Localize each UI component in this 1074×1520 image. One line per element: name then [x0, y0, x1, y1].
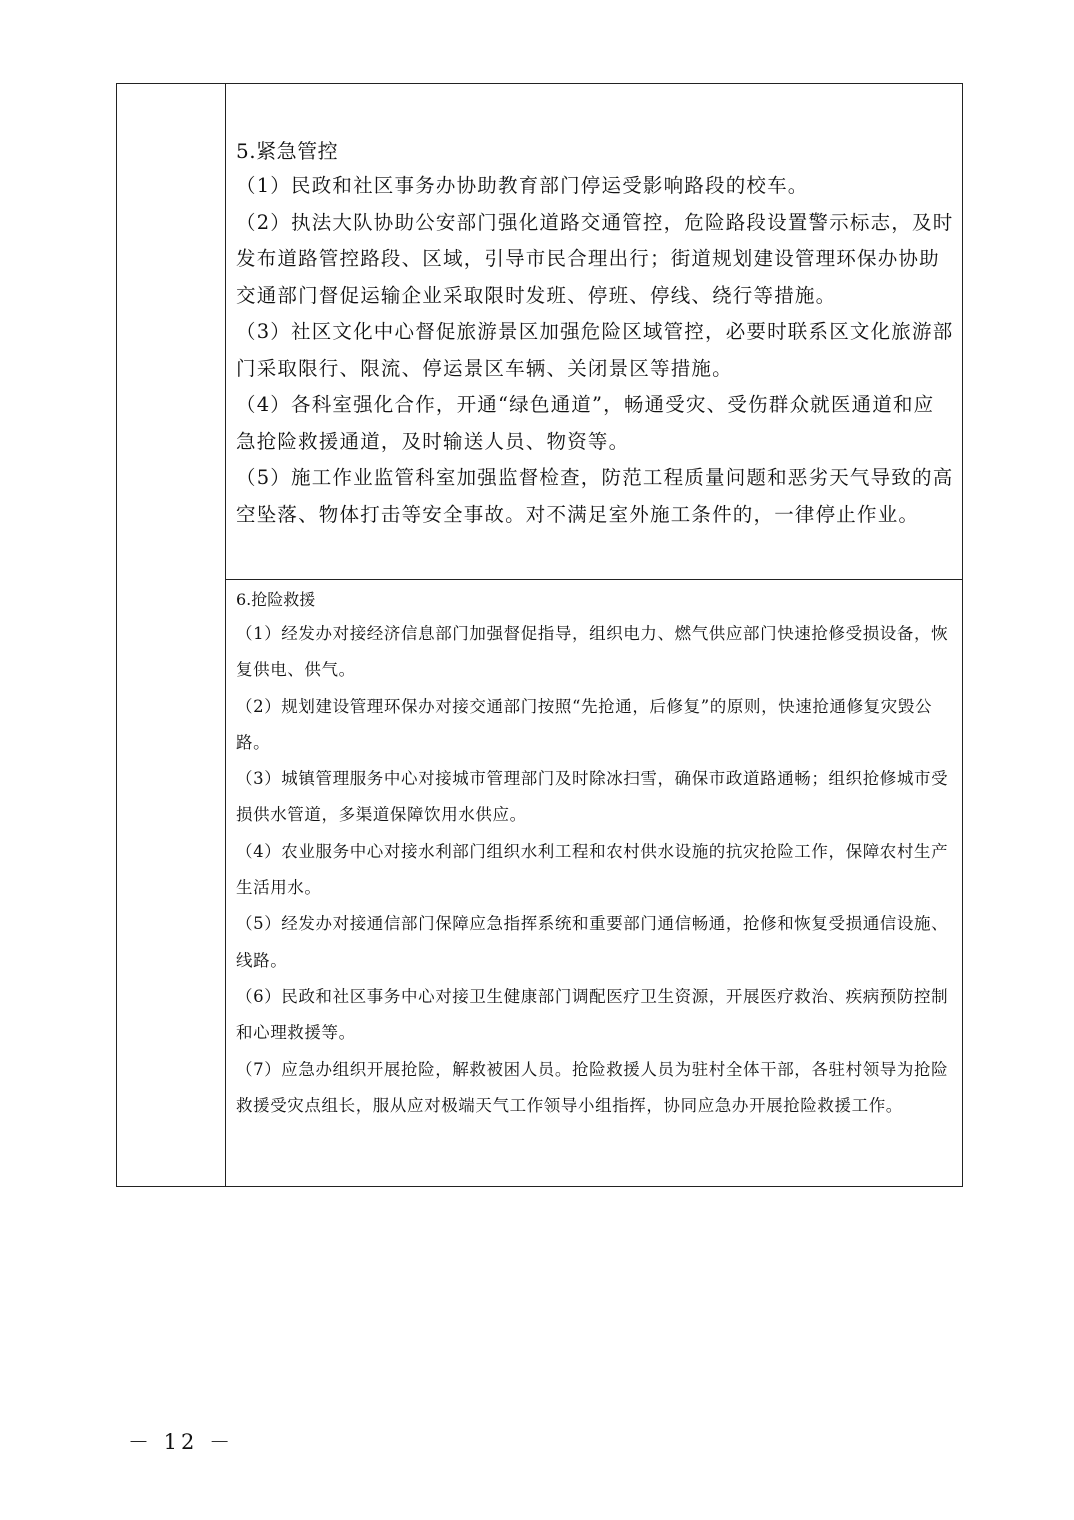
section-6-item-2: （2）规划建设管理环保办对接交通部门按照“先抢通，后修复”的原则，快速抢通修复灾毁公路。	[236, 696, 933, 752]
section-6-item-3: （3）城镇管理服务中心对接城市管理部门及时除冰扫雪，确保市政道路通畅；组织抢修城市受损供水管道，多渠道保障饮用水供应。	[236, 769, 949, 825]
section-5-item-1: （1）民政和社区事务办协助教育部门停运受影响路段的校车。	[236, 174, 809, 197]
section-5-heading: 5.紧急管控	[236, 139, 339, 163]
table-cell-rescue	[226, 580, 962, 1186]
section-6-item-4: （4）农业服务中心对接水利部门组织水利工程和农村供水设施的抗灾抢险工作，保障农村生产生活用水。	[236, 841, 949, 898]
section-5-item-2: （2）执法大队协助公安部门强化道路交通管控，危险路段设置警示标志，及时发布道路管控路段、区域，引导市民合理出行；街道规划建设管理环保办协助交通部门督促运输企业采取限时发班、停班、停线、绕行等措施。	[236, 210, 954, 307]
section-6-item-5: （5）经发办对接通信部门保障应急指挥系统和重要部门通信畅通，抢修和恢复受损通信设施、线路。	[236, 914, 949, 970]
section-6-item-6: （6）民政和社区事务中心对接卫生健康部门调配医疗卫生资源，开展医疗救治、疾病预防控制和心理救援等。	[236, 986, 949, 1043]
table-cell-emergency-control	[226, 84, 962, 580]
rescue-content	[236, 588, 954, 1124]
section-6-item-7: （7）应急办组织开展抢险，解救被困人员。抢险救援人员为驻村全体干部，各驻村领导为抢险救援受灾点组长，服从应对极端天气工作领导小组指挥，协同应急办开展抢险救援工作。	[236, 1059, 949, 1115]
section-5-item-5: （5）施工作业监管科室加强监督检查，防范工程质量问题和恶劣天气导致的高空坠落、物体打击等安全事故。对不满足室外施工条件的，一律停止作业。	[236, 466, 954, 526]
emergency-control-content	[236, 134, 954, 533]
table-left-column	[117, 84, 226, 1186]
content-table	[116, 83, 963, 1187]
page-number: － 12 －	[128, 1430, 235, 1454]
section-5-item-3: （3）社区文化中心督促旅游景区加强危险区域管控，必要时联系区文化旅游部门采取限行、限流、停运景区车辆、关闭景区等措施。	[236, 320, 954, 380]
section-6-item-1: （1）经发办对接经济信息部门加强督促指导，组织电力、燃气供应部门快速抢修受损设备，恢复供电、供气。	[236, 624, 949, 680]
section-5-item-4: （4）各科室强化合作，开通“绿色通道”，畅通受灾、受伤群众就医通道和应急抢险救援通道，及时输送人员、物资等。	[236, 393, 935, 453]
section-6-heading: 6.抢险救援	[236, 590, 316, 609]
